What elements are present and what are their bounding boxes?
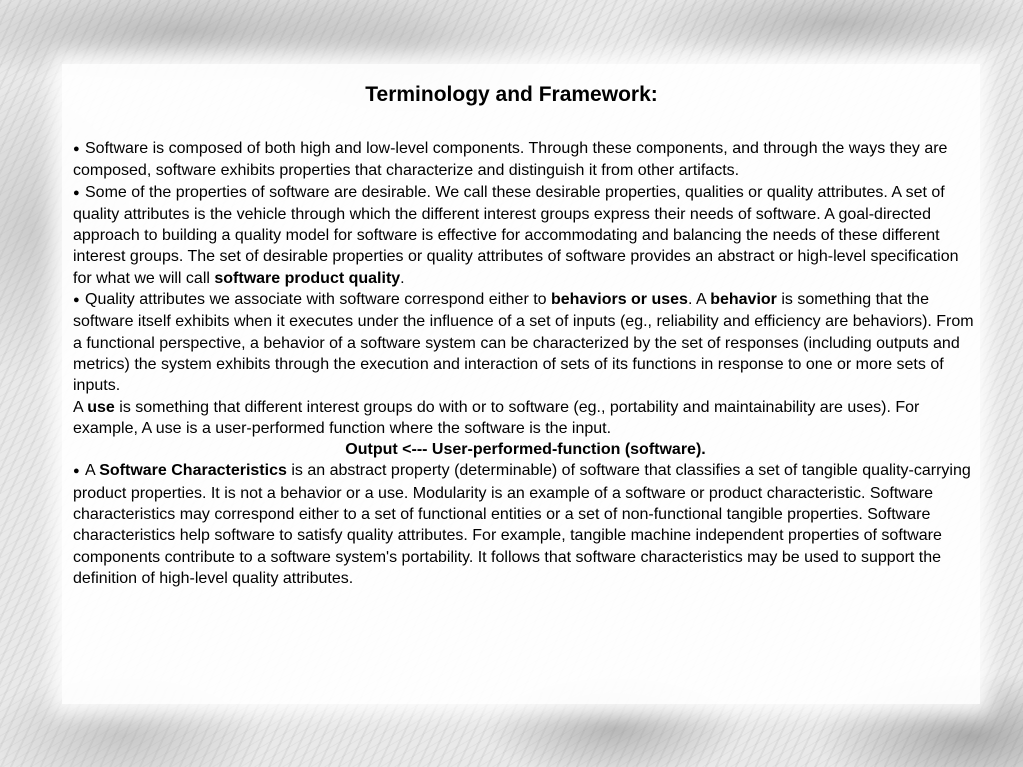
paragraph-4-text-b: is something that different interest groups do with or to software (eg., portability and maintainability are uses). For example, A use is a user-performed function where the software is the input. [73,398,920,437]
paragraph-3-text-c: is something that the software itself exhibits when it executes under the influence of a set of inputs (eg., reliability and efficiency are behaviors). From a functional perspective, a behavior of a software system can be characterized by the set of responses (including outputs and metrics) the system exhibits through the execution and interaction of sets of its functions in response to one or more sets of inputs. [73,291,974,395]
emphasis-use: use [87,398,115,416]
paragraph-4-text-a: A [73,398,88,416]
paragraph-5-text-a: A [85,462,100,480]
paragraph-3 [73,289,978,396]
emphasis-software-product-quality: software product quality [214,269,401,287]
bullet-icon: ● [73,143,80,155]
paragraph-3-text-b: . A [687,291,711,309]
paragraph-2 [73,182,978,289]
bullet-icon: ● [73,465,80,478]
bullet-icon: ● [73,294,80,307]
emphasis-software-characteristics: Software Characteristics [99,462,287,480]
slide-body [73,138,978,589]
paragraph-5-text-b: is an abstract property (determinable) of software that classifies a set of tangible quality-carrying product properties. It is not a behavior or a use. Modularity is an example of a software or product characteristic. Software characteristics may correspond either to a set of functional entities or a set of non-functional tangible properties. Software characteristics help software to satisfy quality attributes. For example, tangible machine independent properties of software components contribute to a software system's portability. It follows that software characteristics may be used to support the definition of high-level quality attributes. [73,462,971,587]
slide-title: Terminology and Framework: [365,83,658,106]
paragraph-2-end: . [400,269,405,287]
paragraph-1-text: Software is composed of both high and low-level components. Through these components, and through the ways they are composed, software exhibits properties that characterize and distinguish it from other artifacts. [73,140,948,180]
bullet-icon: ● [73,186,80,199]
formula-line: Output <--- User-performed-function (software). [345,441,706,459]
emphasis-behavior: behavior [710,291,777,309]
paragraph-4 [73,397,978,440]
paragraph-3-text-a: Quality attributes we associate with software correspond either to [85,291,551,309]
paragraph-1 [73,138,978,182]
paragraph-5 [73,460,978,589]
paragraph-2-text: Some of the properties of software are desirable. We call these desirable properties, qualities or quality attributes. A set of quality attributes is the vehicle through which the different interest groups express their needs of software. A goal-directed approach to building a quality model for software is effective for accommodating and balancing the needs of these different interest groups. The set of desirable properties or quality attributes of software provides an abstract or high-level specification for what we will call [73,183,959,287]
emphasis-behaviors-or-uses: behaviors or uses [551,291,688,309]
